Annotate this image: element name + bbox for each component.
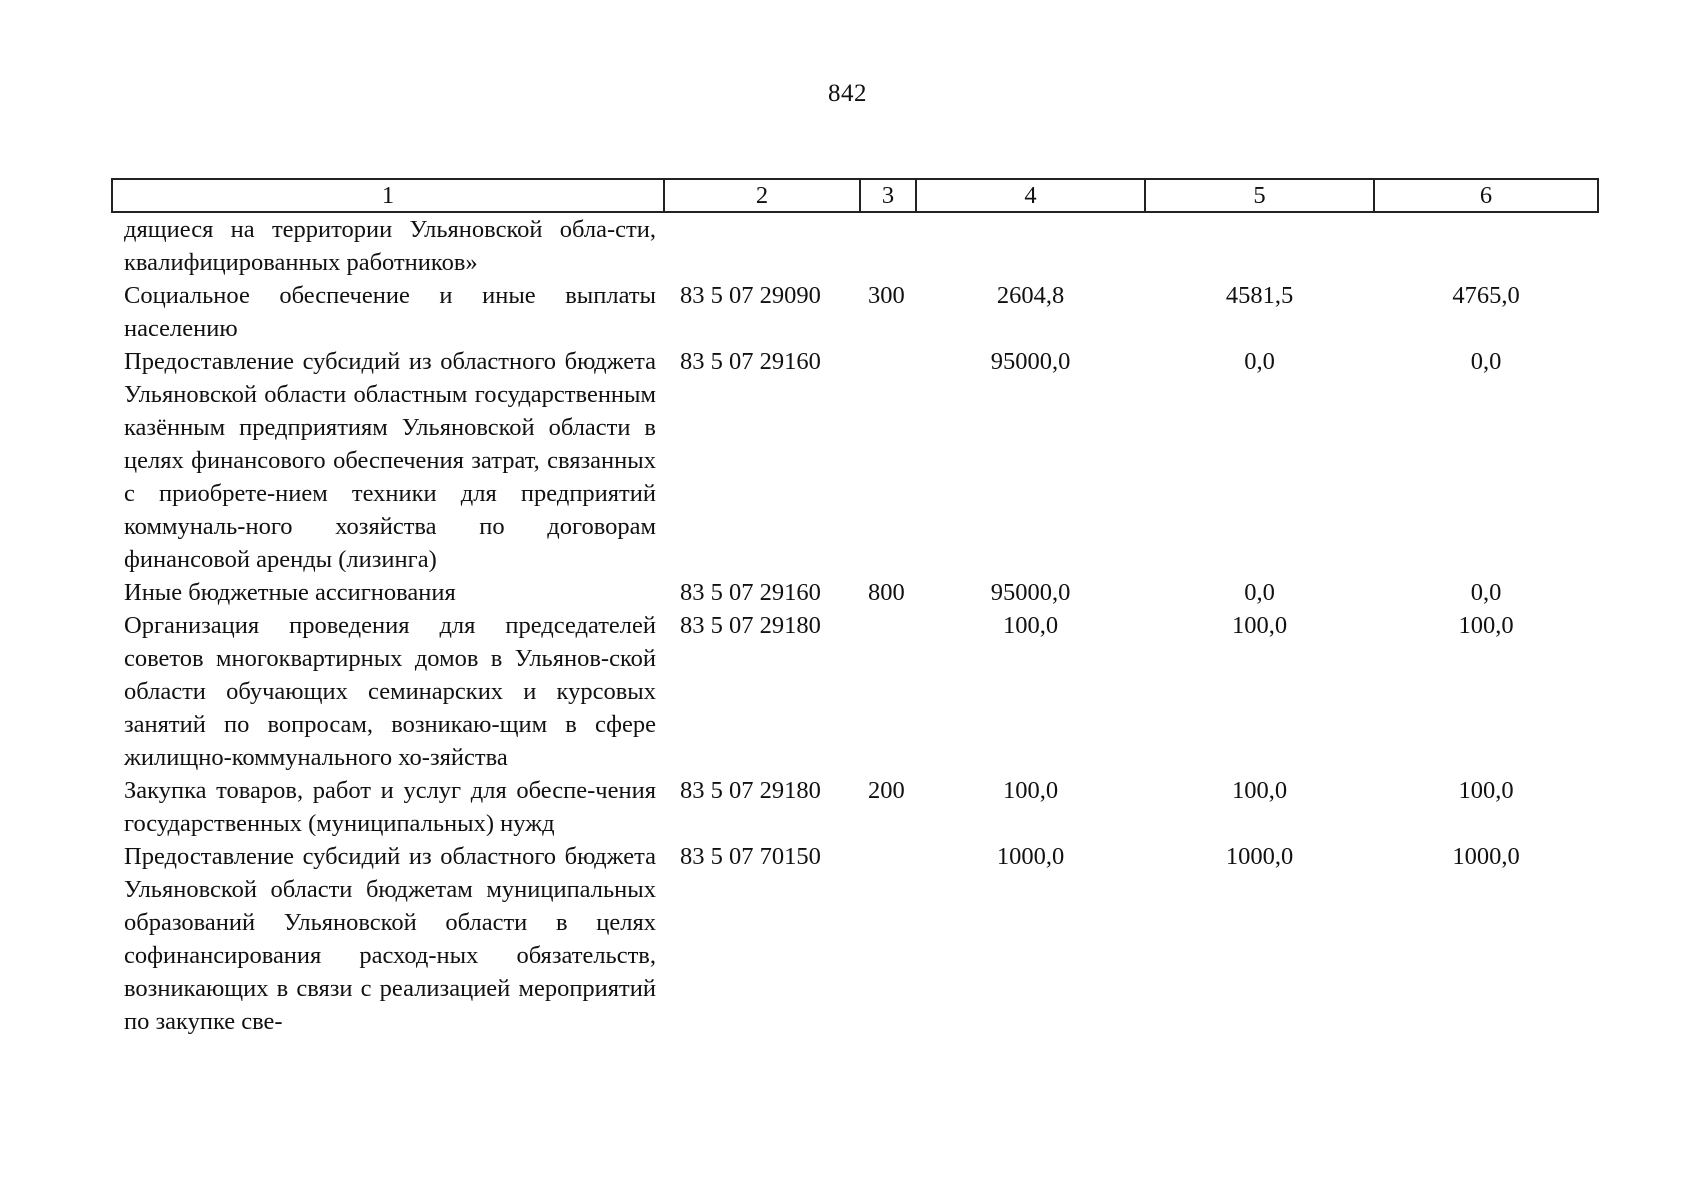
budget-table [111,178,1599,1038]
header-row [112,179,1598,212]
table-row [112,279,1598,345]
row-code-cell: 83 5 07 29160 [680,348,821,375]
row-type-cell [860,609,916,774]
row-type-cell [860,212,916,279]
row-value-col5: 4581,5 [1225,282,1294,309]
row-name-cell: Организация проведения для председателей советов многоквартирных домов в Ульянов-ской области обучающих семинарских и курсовых занятий по вопросам, возникаю-щим в сфере жилищно-коммунального хо-зяйства [124,612,656,771]
row-value-col6: 0,0 [1470,579,1502,606]
row-name-cell: Предоставление субсидий из областного бюджета Ульяновской области областным государственным казённым предприятиям Ульяновской области в целях финансового обеспечения затрат, связанных с приобрете-нием техники для предприятий коммуналь-ного хозяйства по договорам финансовой аренды (лизинга) [124,348,656,573]
row-value-col5: 1000,0 [1225,843,1294,870]
row-name-cell: Предоставление субсидий из областного бюджета Ульяновской области бюджетам муниципальных образований Ульяновской области в целях софинансирования расход-ных обязательств, возникающих в связи с реализацией мероприятий по закупке све- [124,843,656,1035]
row-value-col5: 0,0 [1244,579,1275,606]
table-row [112,840,1598,1038]
table-header [112,179,1598,212]
row-code-cell: 83 5 07 29180 [680,777,821,804]
table-row [112,774,1598,840]
page-number: 842 [828,80,867,107]
row-value-col6: 0,0 [1470,348,1502,375]
row-type-cell [860,345,916,576]
row-type-cell: 200 [868,777,905,804]
row-type-cell: 300 [868,282,905,309]
table-row [112,609,1598,774]
row-value-col6: 100,0 [1458,612,1514,639]
row-value-col5: 100,0 [1231,612,1288,639]
header-col-4: 4 [916,179,1145,212]
header-col-3: 3 [860,179,916,212]
table-row [112,345,1598,576]
row-code-cell: 83 5 07 70150 [680,843,821,870]
row-value-col6: 4765,0 [1452,282,1520,309]
row-value-col4 [916,212,1145,279]
row-value-col5: 100,0 [1231,777,1288,804]
row-value-col4: 95000,0 [990,579,1071,606]
table-body [112,212,1598,1038]
row-type-cell [860,840,916,1038]
row-value-col6: 100,0 [1458,777,1514,804]
row-value-col4: 1000,0 [996,843,1065,870]
row-value-col5: 0,0 [1244,348,1275,375]
row-type-cell: 800 [868,579,905,606]
row-value-col4: 100,0 [1002,777,1059,804]
row-value-col4: 2604,8 [996,282,1065,309]
row-name-cell: Социальное обеспечение и иные выплаты населению [124,282,656,342]
row-code-cell: 83 5 07 29090 [680,282,821,309]
row-value-col6: 1000,0 [1452,843,1520,870]
row-value-col4: 100,0 [1002,612,1059,639]
header-col-5: 5 [1145,179,1374,212]
row-name-cell: Иные бюджетные ассигнования [124,579,456,606]
table-row [112,212,1598,279]
row-name-cell: дящиеся на территории Ульяновской обла-сти, квалифицированных работников» [124,216,656,276]
row-code-cell: 83 5 07 29160 [680,579,821,606]
row-value-col5 [1145,212,1374,279]
row-value-col4: 95000,0 [990,348,1071,375]
row-name-cell: Закупка товаров, работ и услуг для обеспе-чения государственных (муниципальных) нужд [124,777,656,837]
budget-table-wrapper [111,178,1599,1038]
header-col-6: 6 [1374,179,1598,212]
row-value-col6 [1374,212,1598,279]
row-code-cell: 83 5 07 29180 [680,612,821,639]
table-row [112,576,1598,609]
header-col-1: 1 [112,179,664,212]
header-col-2: 2 [664,179,860,212]
row-code-cell [664,212,860,279]
